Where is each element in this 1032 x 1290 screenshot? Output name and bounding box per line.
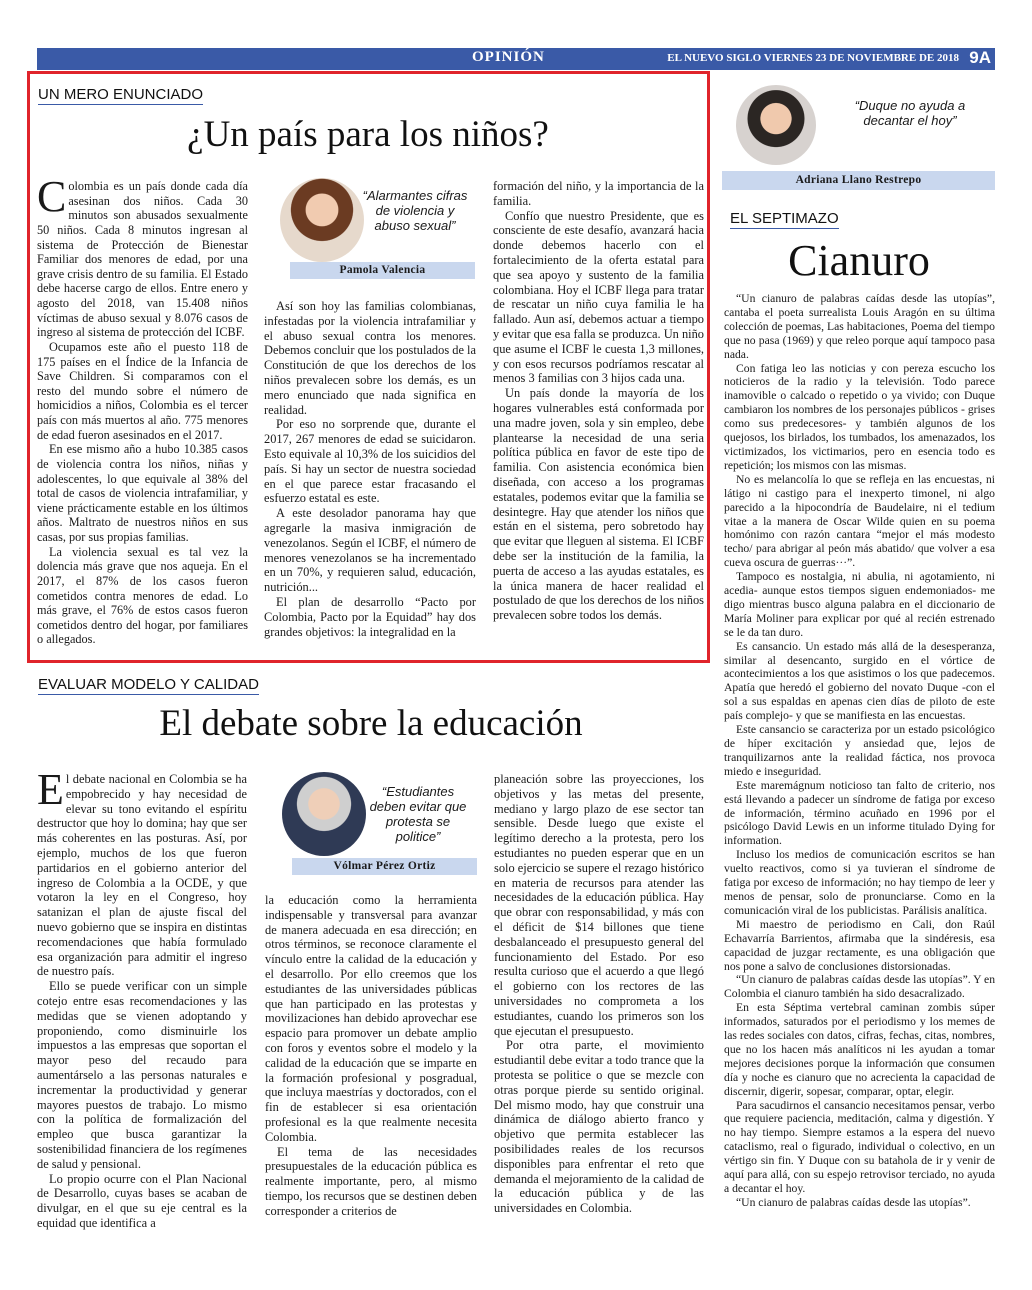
paragraph: formación del niño, y la importancia de la familia. xyxy=(493,179,704,208)
article1-col3 xyxy=(493,179,704,649)
paragraph: Con fatiga leo las noticias y con pereza escucho los noticieros de la radio y la televisión. Todo parece inamovible o calcado o repetido o ya vivido; con Duque cambiaron los nombres de los personajes públicos - grises como sus predecesores- y también algunos de los quejosos, los birlados, los tumbados, los amenazados, los victimizados, los victimarios, pero en esencia todo es repetición; los mismos con las mismas. xyxy=(724,361,995,472)
paragraph: Lo propio ocurre con el Plan Nacional de Desarrollo, cuyas bases se acaban de divulgar, en el que su eje central es la equidad que identifica a xyxy=(37,1171,247,1230)
drop-cap: E xyxy=(37,772,64,814)
drop-cap: C xyxy=(37,179,67,221)
section-name: OPINIÓN xyxy=(472,49,545,65)
paragraph: “Un cianuro de palabras caídas desde las utopías”, cantaba el poeta surrealista Louis Aragón en su última colección de poemas, Las habitaciones, Poema del tiempo que no pasa (1969) y que releo porque aquí tampoco pasa nada. xyxy=(724,292,995,361)
paragraph: Es cansancio. Un estado más allá de la desesperanza, similar al desencanto, surgido en el vórtice de acontecimientos a los que asistimos o los que padecemos. Apatía que heredó el gobierno del novato Duque -con el sol a sus espaldas en apenas cien días de piloto de este país complejo- y que se manifiesta en las encuestas. xyxy=(724,639,995,723)
paragraph: No es melancolía lo que se refleja en las encuestas, ni látigo ni castigo para el inexperto timonel, ni algo parecido a la hipocondría de Baudelaire, ni el tedium vitae a la manera de Oscar Wilde quien en su poema homónimo con razón cantara “mejor el más modesto techo/ para abrigar al peón más abatido/ que volver a esa cueva oscura de guerras···”. xyxy=(724,472,995,570)
author-name: Vólmar Pérez Ortiz xyxy=(292,858,477,875)
author-photo xyxy=(280,178,364,262)
page-number: 9A xyxy=(969,48,991,67)
article1-col2 xyxy=(264,299,476,649)
paragraph: Por eso no sorprende que, durante el 2017, 267 menores de edad se suicidaron. Esto equivale al 10,3% de los suicidios del país. Si hay un sector de nuestra sociedad en el que parece estar fracasando el esfuerzo estatal es este. xyxy=(264,417,476,506)
author-box xyxy=(265,772,477,876)
paragraph: Este maremágnum noticioso tan falto de criterio, nos está llevando a padecer un síndrome de fatiga por exceso de información, término acuñado en 1996 por el psicólogo David Lewis en un informe titulado Dying for information. xyxy=(724,778,995,848)
paragraph: Incluso los medios de comunicación escritos se han vuelto reactivos, como si ya tuvieran el síndrome de fatiga por exceso de información; no hay tiempo de leer y menos de pensar, solo de pronunciarse. Como en la comunicación viral de los publicistas. Parálisis analítica. xyxy=(724,848,995,917)
pull-quote: “Alarmantes cifras de violencia y abuso sexual” xyxy=(362,188,468,233)
author-box xyxy=(265,178,475,282)
author-photo xyxy=(736,85,816,165)
article1-title: ¿Un país para los niños? xyxy=(187,114,549,155)
paragraph: En esta Séptima vertebral caminan zombis súper informados, saturados por el periodismo y los memes de las redes sociales con datos, cifras, fechas, citas, nombres, que no los hacen más analíticos ni les ayudan a tomar mejores decisiones porque la información que consumen día y noche es cianuro que no acrecienta la capacidad de discernir, digerir, sopesar, comparar, optar, elegir. xyxy=(724,1001,995,1098)
article2-col2 xyxy=(265,893,477,1243)
paragraph: Confío que nuestro Presidente, que es consciente de este desafío, avanzará hacia donde debemos hacerlo con el fortalecimiento de la oferta estatal para que sea apoyo y sustento de la familia colombiana. Hoy el ICBF llega para tratar de rescatar un niño cuya familia le ha fallado. Aun así, debemos actuar a tiempo y evitar que esa falla se produzca. Un niño que asume el ICBF le cuesta 1,3 millones, y con esos recursos podríamos rescatar al menos 3 familias con 3 hijos cada una. xyxy=(493,208,704,386)
article3-title: Cianuro xyxy=(788,236,930,285)
author-photo xyxy=(282,772,366,856)
page-header xyxy=(37,48,995,70)
paragraph: olombia es un país donde cada día asesinan dos niños. Cada 30 minutos son abusados sexualmente 50 niños. Cada 8 minutos ingresan al sistema de Protección de Bienestar Familiar dos menores de edad, por una grave crisis dentro de su familia. El Estado debe hacerse cargo de ellos. Entre enero y agosto del 2018, van 15.408 niños víctimas de abuso sexual y 8.076 casos de ingreso al sistema de protección del ICBF. xyxy=(37,179,248,340)
article2-kicker: EVALUAR MODELO Y CALIDAD xyxy=(38,676,259,693)
publication-date: EL NUEVO SIGLO VIERNES 23 DE NOVIEMBRE DE 2018 xyxy=(667,52,959,64)
pull-quote: “Duque no ayuda a decantar el hoy” xyxy=(854,98,966,128)
paragraph: “Un cianuro de palabras caídas desde las utopías”. Y en Colombia el cianuro también ha sido desacralizado. xyxy=(724,973,995,1001)
paragraph: Este cansancio se caracteriza por un estado psicológico de híper excitación y ansiedad que, lejos de tranquilizarnos ante la realidad fáctica, nos provoca miedo e inseguridad. xyxy=(724,723,995,778)
paragraph: l debate nacional en Colombia se ha empobrecido y hay necesidad de elevar su tono evitando el espíritu destructor que hoy lo domina; hay que ser más coherentes en las posturas. Así, por ejemplo, muchos de los que fueron partidarios en el gobierno anterior del ingreso de Colombia a la OCDE, y que votaron la ley en el Congreso, hoy satanizan el plan de ajuste fiscal del nuevo gobierno que se inspira en distintas recomendaciones que había formulado esa organización para admitir el ingreso de nuestro país. xyxy=(37,772,247,979)
paragraph: “Un cianuro de palabras caídas desde las utopías”. xyxy=(736,1195,971,1209)
paragraph: Tampoco es nostalgia, ni abulia, ni agotamiento, ni acedia- aunque estos tiempos siguen endemoniados- me digo mientras busco alguna palabra en el diccionario de María Moliner para explicar por qué al recién estrenado se le da tan duro. xyxy=(724,570,995,639)
paragraph: Para sacudirnos el cansancio necesitamos pensar, verbo que requiere paciencia, meditación, calma y digestión. Y no hay tiempo. Siempre estamos a la espera del nuevo cataclismo, real o figurado, individual o colectivo, en un vértigo sin fin. Y Duque con su batahola de ir y venir de aquí para allá, con su espejo retrovisor terciado, no ayuda a decantar el hoy. xyxy=(724,1098,995,1195)
paragraph: El tema de las necesidades presupuestales de la educación pública es realmente importante, pero, al mismo tiempo, los recursos que se destinen deben corresponder a criterios de xyxy=(265,1144,477,1218)
article2-title: El debate sobre la educación xyxy=(159,703,583,744)
paragraph: Por otra parte, el movimiento estudiantil debe evitar a todo trance que la protesta se politice o que se mezcle con otras porque pierde su sentido original. Del mismo modo, hay que construir una dinámica de diálogo abierto franco y objetivo que permita establecer las posibilidades reales de los recursos disponibles para enfrentar el reto que demanda el mejoramiento de la calidad de la educación pública y de las universidades en Colombia. xyxy=(494,1038,704,1216)
paragraph: planeación sobre las proyecciones, los objetivos y las metas del presente, mediano y largo plazo de ese sector tan sensible. Desde luego que existe el legítimo derecho a la protesta, pero los estudiantes no pueden esperar que en un solo ejercicio se supere el rezago histórico en materia de recursos para atender las necesidades de la educación pública. Hay que obrar con responsabilidad, y más con el déficit de $14 billones que tiene desbalanceado el presupuesto general del funcionamiento del Estado. Por eso resulta curioso que el acuerdo a que llegó el gobierno con los rectores de las universidades no comprometa a los estudiantes, cuando los primeros son los que ejecutan el presupuesto. xyxy=(494,772,704,1038)
article1-col1 xyxy=(37,179,248,649)
paragraph: Mi maestro de periodismo en Cali, don Raúl Echavarría Barrientos, afirmaba que la sindéresis, esa capacidad de juzgar rectamente, es una obligación que nos pone a salvo de conclusiones distorsionadas. xyxy=(724,917,995,973)
author-name: Pamola Valencia xyxy=(290,262,475,279)
article3-kicker: EL SEPTIMAZO xyxy=(730,210,839,227)
paragraph: Un país donde la mayoría de los hogares vulnerables está conformada por una madre joven, sola y sin empleo, debe plantearse la necesidad de una seria política pública en favor de este tipo de familia. Con asistencia económica bien diseñada, con acceso a los programas estatales, podemos evitar que la familia se desintegre. Hay que atender los niños que están en el sistema, pero sobretodo hay que evitar que lleguen al sistema. El ICBF debe ser la institución de la familia, la puerta de acceso a las ayudas estatales, es la única manera de hacer realidad el postulado de que los derechos de los niños prevalecen sobre todos los demás. xyxy=(493,386,704,623)
paragraph: Ello se puede verificar con un simple cotejo entre esas recomendaciones y las medidas que se vienen adoptando y proponiendo, como disminuirle los impuestos a las empresas que soportan el mayor peso del recaudo para aumentárselo a las personas naturales e incrementar la productividad y generar mayores puestos de trabajo. Lo mismo con la política de formalización del empleo que busca garantizar la sostenibilidad financiera de los regímenes de salud y pensional. xyxy=(37,979,247,1171)
pull-quote: “Estudiantes deben evitar que protesta se politice” xyxy=(369,784,467,844)
author-name: Adriana Llano Restrepo xyxy=(722,171,995,190)
article2-col1 xyxy=(37,772,247,1242)
article2-col3 xyxy=(494,772,704,1242)
paragraph: la educación como la herramienta indispensable y transversal para avanzar de manera adecuada en esa dirección; en otros términos, se reconoce claramente el vínculo entre la calidad de la educación y el desarrollo. Por ello creemos que los estudiantes de las universidades públicas que han participado en las protestas y movilizaciones han debido aprovechar ese espacio para promover un debate amplio con foros y eventos sobre el modelo y la calidad de la educación que se imparte en la formación profesional y posgradual, que incluya maestrías y doctorados, con el fin de establecer si esa orientación profesional es la que realmente necesita Colombia. xyxy=(265,893,477,1144)
paragraph: Así son hoy las familias colombianas, infestadas por la violencia intrafamiliar y el abuso sexual contra los menores. Debemos concluir que los postulados de la Constitución de que los derechos de los niños prevalecen sobre los demás, es un mero enunciado que nada significa en realidad. xyxy=(264,299,476,417)
paragraph: Ocupamos este año el puesto 118 de 175 países en el Índice de la Infancia de Save Children. Si comparamos con el resto del mundo sobre el número de homicidios a niños, Colombia es el tercer país con más muertos al año. 775 menores de edad fueron asesinados en el 2017. xyxy=(37,339,248,442)
article1-kicker: UN MERO ENUNCIADO xyxy=(38,86,204,103)
paragraph: En ese mismo año a hubo 10.385 casos de violencia contra los niños, niñas y adolescentes, lo que equivale al 38% del total de casos de violencia intrafamiliar, y viene prácticamente estable en los últimos años. Maltrato de nuestros niños en sus casas, por sus propias familias. xyxy=(37,442,248,544)
article3-body xyxy=(724,292,995,1242)
paragraph: El plan de desarrollo “Pacto por Colombia, Pacto por la Equidad” hay dos grandes objetivos: la integralidad en la xyxy=(264,594,476,639)
paragraph: La violencia sexual es tal vez la dolencia más grave que nos aqueja. En el 2017, el 87% de los casos fueron cometidos contra menores de edad. Lo más grave, el 76% de estos casos fueron cometidos dentro del hogar, por familiares o allegados. xyxy=(37,544,248,647)
paragraph: A este desolador panorama hay que agregarle la masiva inmigración de venezolanos. Según el ICBF, el número de menores venezolanos se ha incrementado en un 70%, y requieren salud, educación, nutrición... xyxy=(264,506,476,595)
author-box xyxy=(722,79,995,192)
